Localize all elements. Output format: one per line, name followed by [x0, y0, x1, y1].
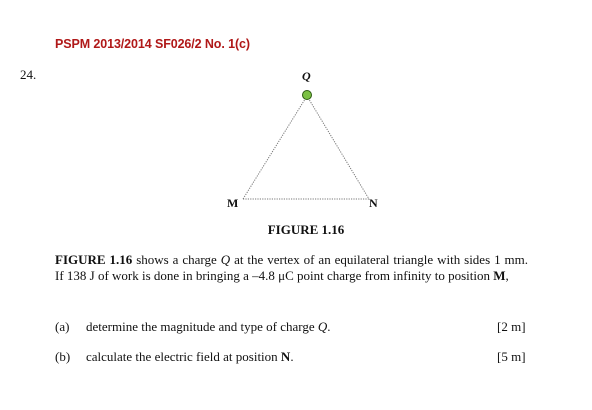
triangle-side-left [243, 96, 307, 199]
question-text-2: at the vertex of an equilateral triangle with sides 1 mm. If 138 J of work is done in bringing a –4.8 μC point charge from infinity to position [55, 252, 529, 283]
charge-symbol: Q [220, 252, 231, 267]
label-n: N [369, 196, 378, 210]
part-a-label: (a) [55, 319, 70, 334]
position-label: M [493, 268, 506, 283]
figure-reference: FIGURE 1.16 [55, 252, 133, 267]
part-b-label: (b) [55, 349, 71, 364]
charge-q-dot [303, 91, 312, 100]
source-header: PSPM 2013/2014 SF026/2 No. 1(c) [55, 37, 250, 51]
triangle-side-right [307, 96, 369, 199]
question-number: 24. [20, 67, 37, 82]
part-a-end: . [327, 319, 331, 334]
question-text-1: shows a charge [132, 252, 221, 267]
part-a-text [86, 319, 331, 335]
label-m: M [227, 196, 239, 210]
figure-caption: FIGURE 1.16 [267, 222, 345, 237]
part-a-symbol: Q [317, 319, 328, 334]
part-b-marks: [5 m] [497, 349, 526, 364]
question-text-end: , [505, 268, 509, 283]
part-b-text [86, 349, 294, 365]
label-q: Q [302, 69, 311, 83]
part-a-marks: [2 m] [497, 319, 526, 334]
question-paragraph [55, 252, 528, 284]
part-b-prompt: calculate the electric field at position [86, 349, 281, 364]
part-a-prompt: determine the magnitude and type of charge [86, 319, 318, 334]
part-b-symbol: N [280, 349, 291, 364]
part-b-end: . [290, 349, 294, 364]
